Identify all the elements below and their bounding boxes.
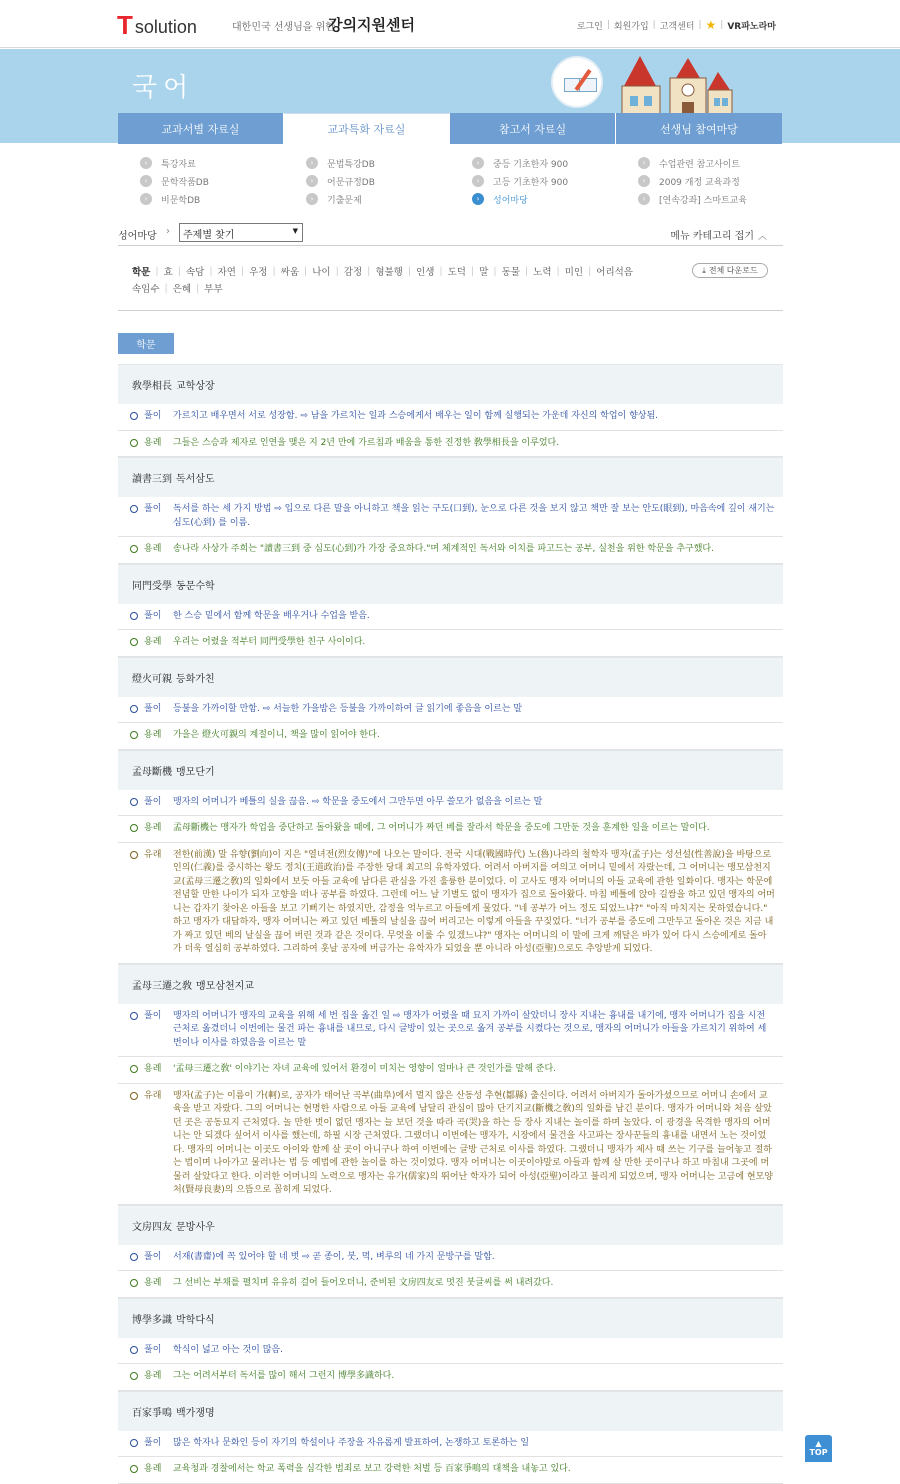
idiom-hanja: 博學多識 (132, 1314, 172, 1326)
arrow-icon: › (472, 193, 484, 205)
join-link[interactable]: 회원가입 (613, 21, 649, 32)
idiom-korean: 맹모단기 (176, 766, 215, 778)
main-tabs (118, 113, 783, 144)
bullet-icon (130, 1346, 138, 1354)
idiom-korean: 동문수학 (176, 580, 215, 592)
topic-item[interactable]: 은혜 (172, 284, 192, 295)
topic-item[interactable]: 동물 (501, 267, 520, 278)
arrow-icon: › (140, 193, 152, 205)
subject-title: 국어 (132, 73, 195, 103)
row-text: 가을은 燈火可親의 계절이니, 책을 많이 읽어야 한다. (173, 730, 380, 740)
submenu-item[interactable]: › 특강자료 (140, 154, 209, 172)
divider: | (606, 20, 610, 30)
idiom-use-row (118, 1271, 783, 1298)
idiom-korean: 박학다식 (176, 1314, 215, 1326)
row-text: 그는 어려서부터 독서를 많이 해서 그런지 博學多識하다. (173, 1371, 395, 1381)
topic-item[interactable]: 나이 (312, 267, 331, 278)
arrow-icon: › (638, 175, 650, 187)
row-label: 유래 (144, 1090, 162, 1101)
tsolution-logo[interactable] (117, 12, 197, 38)
row-text: 孟母斷機는 맹자가 학업을 중단하고 돌아왔을 때에, 그 어머니가 짜던 베를 잘라서 학문을 중도에 그만둔 것을 훈계한 일을 이르는 말이다. (173, 823, 710, 833)
idiom-orig-row (118, 1084, 783, 1205)
row-label: 풀이 (144, 411, 162, 421)
breadcrumb-home[interactable]: 성어마당 (118, 231, 157, 242)
topic-item[interactable]: 노력 (533, 267, 552, 278)
bullet-icon (130, 439, 138, 447)
divider: | (698, 20, 702, 30)
idiom-korean: 문방사우 (176, 1221, 215, 1233)
idiom-korean: 독서삼도 (176, 474, 215, 485)
bullet-icon (130, 851, 138, 859)
arrow-icon: › (306, 157, 318, 169)
row-text: 그들은 스승과 제자로 인연을 맺은 지 2년 만에 가르침과 배움을 통한 진정한 敎學相長을 이루었다. (173, 437, 560, 448)
tab-reference[interactable]: 참고서 자료실 (450, 113, 616, 144)
scroll-top-button[interactable]: ▲ TOP (805, 1435, 832, 1462)
idiom-def-row (118, 1431, 783, 1458)
bullet-icon (130, 1065, 138, 1073)
idiom-def-row (118, 790, 783, 817)
row-label: 용례 (144, 730, 162, 740)
row-text: 서재(書齋)에 꼭 있어야 할 네 벗 ⇨ 곧 종이, 붓, 먹, 벼루의 네 가지 문방구를 말함. (173, 1251, 495, 1262)
bullet-icon (130, 1279, 138, 1287)
idiom-heading (118, 750, 783, 790)
download-icon: ⤓ (702, 265, 706, 275)
bullet-icon (130, 1253, 138, 1261)
topic-item[interactable]: 학문 (132, 267, 151, 278)
row-label: 용례 (144, 544, 162, 554)
utility-links (577, 18, 776, 32)
row-label: 풀이 (144, 504, 162, 514)
bullet-icon (130, 798, 138, 806)
row-text: '孟母三遷之敎' 이야기는 자녀 교육에 있어서 환경이 미치는 영향이 얼마나 큰 것인가를 말해 준다. (173, 1064, 557, 1074)
idiom-hanja: 敎學相長 (132, 381, 172, 392)
topic-item[interactable]: 부부 (204, 284, 223, 295)
submenu-item[interactable]: › 중등 기초한자 900 (472, 154, 568, 172)
topic-item[interactable]: 도덕 (447, 267, 466, 278)
divider: | (524, 265, 529, 277)
row-label: 풀이 (144, 1344, 162, 1355)
arrow-icon: › (638, 193, 650, 205)
bullet-icon (130, 638, 138, 646)
divider: | (240, 265, 245, 277)
login-link[interactable]: 로그인 (576, 21, 603, 32)
tab-subject-special[interactable]: 교과특화 자료실 (284, 113, 450, 144)
row-text: 송나라 사상가 주희는 "讀書三到 중 심도(心到)가 가장 중요하다."며 체계적인 독서와 이치를 파고드는 공부, 실천을 위한 학문을 추구했다. (173, 544, 714, 554)
category-select[interactable] (179, 223, 303, 242)
arrow-icon: › (306, 193, 318, 205)
idiom-hanja: 燈火可親 (132, 673, 172, 685)
idiom-list (118, 364, 783, 1484)
tab-textbook[interactable]: 교과서별 자료실 (118, 113, 284, 144)
arrow-icon: › (638, 157, 650, 169)
site-tagline: 대한민국 선생님을 위한 (232, 22, 335, 33)
idiom-hanja: 孟母三遷之敎 (132, 980, 192, 992)
idiom-use-row (118, 431, 783, 458)
submenu-item[interactable]: › 비문학DB (140, 190, 209, 208)
chevron-up-icon: ︿ (757, 232, 767, 242)
arrow-up-icon: ▲ (815, 1439, 822, 1448)
row-text: 맹자(孟子)는 이름이 가(軻)로, 공자가 태어난 곡부(曲阜)에서 멀지 않은 산동성 추현(鄒縣) 출신이다. 어려서 아버지가 돌아가셨으므로 어머니 손에서 교육을 받고 자랐다. 그의 어머니는 현명한 사람으로 아들 교육에 남달리 관심이 많아 단기지교(斷機之敎)의 일화를 남긴 분이다. 맹자가 어머니와 처음 살았던 곳은 공동묘지 근처였다. 놀 만한 벗이 없던 맹자는 늘 보던 것을 따라 곡(哭)을 하는 등 장사 지내는 놀이를 하며 놀았다. 이 광경을 목격한 맹자의 어머니는 안 되겠다 싶어서 이사를 했는데, 하필 시장 근처였다. 그랬더니 이번에는 맹자가, 시장에서 물건을 사고파는 장사꾼들의 흉내를 내면서 노는 것이었다. 맹자의 어머니는 이곳도 아이와 함께 살 곳이 아니구나 하여 이번에는 글방 근처로 이사를 하였다. 그랬더니 맹자가 제사 때 쓰는 기구를 늘어놓고 절하는 법이며 나아가고 물러나는 법 등 예법에 관한 놀이를 하는 것이었다. 맹자 어머니는 이곳이야말로 아들과 함께 살 만한 곳이구나 하고 마침내 그곳에 머물러 살았다고 한다. 이러한 어머니의 노력으로 맹자는 유가(儒家)의 뛰어난 학자가 되어 아성(亞聖)이라고 불리게 되었으며, 맹자 어머니는 고금에 현모양처(賢母良妻)의 으뜸으로 꼽히게 되었다. (173, 1090, 773, 1195)
divider: | (588, 265, 592, 277)
divider: | (164, 282, 168, 294)
arrow-icon: › (472, 175, 484, 187)
row-label: 용례 (144, 1278, 162, 1288)
bullet-icon (130, 1092, 138, 1100)
idiom-hanja: 文房四友 (132, 1221, 172, 1233)
idiom-def-row (118, 1004, 783, 1058)
topic-filter (118, 247, 783, 311)
chevron-right-icon: › (166, 226, 170, 237)
submenu-col (306, 154, 375, 208)
idiom-def-row (118, 604, 783, 631)
submenu-col (472, 154, 568, 208)
bullet-icon (130, 824, 138, 832)
divider: | (652, 20, 656, 30)
arrow-icon: › (140, 175, 152, 187)
support-link[interactable]: 고객센터 (659, 21, 695, 32)
divider: | (155, 265, 159, 277)
divider: | (439, 265, 443, 277)
topic-item[interactable]: 어리석음 (596, 267, 633, 278)
divider: | (367, 265, 371, 277)
topic-item[interactable]: 형불행 (375, 267, 403, 278)
idiom-hanja: 百家爭鳴 (132, 1407, 172, 1419)
idiom-korean: 맹모삼천지교 (196, 980, 254, 992)
divider: | (556, 265, 560, 277)
row-text: 가르치고 배우면서 서로 성장함. ⇨ 남을 가르치는 일과 스승에게서 배우는 일이 함께 실행되는 가운데 자신의 학업이 향상됨. (173, 411, 659, 421)
idiom-use-row (118, 816, 783, 843)
divider: | (407, 265, 412, 277)
idiom-def-row (118, 1245, 783, 1272)
divider: | (209, 265, 213, 277)
top-header (0, 0, 900, 48)
row-label: 풀이 (144, 1251, 162, 1262)
row-text: 등불을 가까이할 만함. ⇨ 서늘한 가을밤은 등불을 가까이하여 글 읽기에 좋음을 이르는 말 (173, 703, 523, 714)
section-tag: 학문 (118, 333, 174, 354)
divider: | (493, 265, 497, 277)
bullet-icon (130, 612, 138, 620)
idiom-heading (118, 964, 783, 1004)
bullet-icon (130, 545, 138, 553)
download-all-button[interactable]: ⤓ 전체 다운로드 (692, 263, 768, 278)
bullet-icon (130, 1465, 138, 1473)
logo-t: T (117, 10, 133, 40)
school-building-icon (618, 54, 738, 120)
bullet-icon (130, 1372, 138, 1380)
topic-item[interactable]: 말 (479, 267, 489, 278)
idiom-heading (118, 457, 783, 497)
bullet-icon (130, 1012, 138, 1020)
divider: | (720, 20, 724, 30)
row-text: 그 선비는 부채를 펼치며 유유히 걸어 들어오더니, 준비된 文房四友로 멋진 붓글씨를 써 내려갔다. (173, 1278, 554, 1288)
row-label: 용례 (144, 1064, 162, 1074)
idiom-use-row (118, 1457, 783, 1484)
row-label: 용례 (144, 437, 162, 448)
topic-item[interactable]: 싸움 (280, 267, 299, 278)
idiom-hanja: 同門受學 (132, 580, 172, 592)
submenu-col (638, 154, 747, 208)
submenu-item[interactable]: › 기출문제 (306, 190, 375, 208)
divider: | (177, 265, 181, 277)
idiom-korean: 교학상장 (176, 381, 215, 392)
idiom-use-row (118, 1364, 783, 1391)
topic-row (132, 264, 633, 278)
arrow-icon: › (140, 157, 152, 169)
row-label: 풀이 (144, 703, 162, 714)
topic-row (132, 281, 223, 295)
row-text: 많은 학자나 문화인 등이 자기의 학설이나 주장을 자유롭게 발표하여, 논쟁하고 토론하는 일 (173, 1437, 530, 1448)
submenu-item[interactable]: › 문법특강DB (306, 154, 375, 172)
row-label: 용례 (144, 1371, 162, 1381)
row-text: 학식이 넓고 아는 것이 많음. (173, 1344, 283, 1355)
arrow-icon: › (472, 157, 484, 169)
topic-item[interactable]: 속임수 (132, 284, 160, 295)
topic-item[interactable]: 미인 (564, 267, 584, 278)
topic-item[interactable]: 효 (163, 267, 173, 278)
chevron-down-icon: ▼ (292, 227, 298, 235)
idiom-use-row (118, 630, 783, 657)
idiom-heading (118, 364, 783, 404)
divider: | (470, 265, 475, 277)
idiom-def-row (118, 404, 783, 431)
bullet-icon (130, 1439, 138, 1447)
topic-item[interactable]: 인생 (416, 267, 435, 278)
bullet-icon (130, 731, 138, 739)
bullet-icon (130, 505, 138, 513)
submenu (118, 150, 783, 212)
idiom-korean: 백가쟁명 (176, 1407, 215, 1419)
row-text: 한 스승 밑에서 함께 학문을 배우거나 수업을 받음. (173, 610, 370, 621)
row-label: 용례 (144, 637, 162, 647)
topic-item[interactable]: 속담 (185, 267, 205, 278)
idiom-use-row (118, 1057, 783, 1084)
row-text: 맹자의 어머니가 맹자의 교육을 위해 세 번 집을 옮긴 일 ⇨ 맹자가 어렸을 때 묘지 가까이 살았더니 장사 지내는 흉내를 내기에, 맹자 어머니가 집을 시전 근처로 옮겼더니 이번에는 물건 파는 흉내를 내므로, 다시 글방이 있는 곳으로 옮겨 공부를 시켰다는 것으로, 맹자의 어머니가 아들을 가르치기 위하여 세 번이나 이사를 하였음을 이르는 말 (173, 1010, 767, 1048)
idiom-heading (118, 564, 783, 604)
arrow-icon: › (306, 175, 318, 187)
logo-text: solution (134, 17, 197, 37)
vr-panorama-link[interactable]: VR파노라마 (727, 21, 776, 32)
idiom-hanja: 讀書三到 (132, 474, 172, 485)
tab-teacher[interactable]: 선생님 참여마당 (616, 113, 782, 144)
row-text: 맹자의 어머니가 베틀의 실을 끊음. ⇨ 학문을 중도에서 그만두면 아무 쓸모가 없음을 이르는 말 (173, 796, 543, 807)
idiom-korean: 등화가친 (176, 673, 215, 685)
idiom-use-row (118, 537, 783, 564)
submenu-item[interactable]: › 어문규정DB (306, 172, 375, 190)
divider: | (335, 265, 339, 277)
bullet-icon (130, 705, 138, 713)
row-text: 교육청과 경찰에서는 학교 폭력을 심각한 범죄로 보고 강력한 처벌 등 百家爭鳴의 대책을 내놓고 있다. (173, 1464, 571, 1474)
row-label: 풀이 (144, 610, 162, 621)
star-icon[interactable]: ★ (705, 18, 717, 32)
breadcrumb (118, 221, 783, 246)
menu-fold-button[interactable]: 메뉴 카테고리 접기 ︿ (670, 231, 767, 242)
submenu-col (140, 154, 209, 208)
row-label: 풀이 (144, 796, 162, 807)
idiom-use-row (118, 723, 783, 750)
row-text: 전한(前漢) 말 유향(劉向)이 지은 "열녀전(烈女傳)"에 나오는 말이다. 전국 시대(戰國時代) 노(魯)나라의 철학자 맹자(孟子)는 성선설(性善說)을 바탕으로 인의(仁義)를 중시하는 왕도 정치(王道政治)를 주장한 당대 최고의 유학자였다. 어려서 아버지를 여의고 어머니 밑에서 자랐는데, 그 어머니는 맹모삼천지교(孟母三遷之敎)의 일화에서 보듯 아들 교육에 남다른 관심을 가진 훌륭한 분이었다. 이 고사도 맹자 어머니의 아들 교육에 관한 일화이다. 맹자는 학문에 전념할 만한 나이가 되자 고향을 떠나 공부를 하였다. 그런데 어느 날 기별도 없이 맹자가 집으로 돌아왔다. 마침 베틀에 앉아 길쌈을 하고 있던 맹자의 어머니는 갑자기 찾아온 아들을 보고 기뻐기는 하였지만, 감정을 억누르고 아들에게 물었다. "네 공부가 어느 정도 되었느냐?" "아직 마치지는 못하였습니다." 하고 맹자가 대답하자, 맹자 어머니는 짜고 있던 베틀의 날실을 끊어 버리고는 이렇게 아들을 꾸짖었다. "너가 공부를 중도에 그만두고 돌아온 것은 지금 내가 짜고 있던 베의 날실을 끊어 버린 것과 같은 것이다. 무엇을 이룰 수 있겠느냐?" 맹자는 어머니의 이 말에 크게 깨달은 바가 있어 다시 스승에게로 돌아가 더욱 열심히 공부하였다. 그리하여 훗날 공자에 버금가는 유학자가 되었을 뿐 아니라 아성(亞聖)으로도 추앙받게 되었다. (173, 849, 775, 954)
submenu-item[interactable]: › 수업관련 참고사이트 (638, 154, 747, 172)
submenu-item-active[interactable]: › 성어마당 (472, 190, 568, 208)
topic-item[interactable]: 우정 (249, 267, 268, 278)
submenu-item[interactable]: › 고등 기초한자 900 (472, 172, 568, 190)
bullet-icon (130, 412, 138, 420)
idiom-heading (118, 1298, 783, 1338)
row-label: 유래 (144, 849, 162, 860)
divider: | (304, 265, 308, 277)
row-text: 우리는 어렸을 적부터 同門受學한 친구 사이이다. (173, 637, 366, 647)
idiom-hanja: 孟母斷機 (132, 766, 172, 778)
submenu-item[interactable]: › 문학작품DB (140, 172, 209, 190)
idiom-heading (118, 1205, 783, 1245)
submenu-item[interactable]: › 2009 개정 교육과정 (638, 172, 747, 190)
row-text: 독서를 하는 세 가지 방법 ⇨ 입으로 다른 말을 아니하고 책을 읽는 구도(口到), 눈으로 다른 것을 보지 않고 책만 잘 보는 안도(眼到), 마음속에 깊이 새기는 심도(心到) 를 이름. (173, 504, 775, 528)
book-icon (551, 56, 603, 108)
idiom-orig-row (118, 843, 783, 964)
category-select-value: 주제별 찾기 (183, 230, 235, 241)
submenu-item[interactable]: › [연속강좌] 스마트교육 (638, 190, 747, 208)
idiom-heading (118, 1391, 783, 1431)
topic-item[interactable]: 감정 (343, 267, 363, 278)
row-label: 풀이 (144, 1010, 162, 1021)
topic-item[interactable]: 자연 (217, 267, 236, 278)
idiom-def-row (118, 1338, 783, 1365)
divider: | (272, 265, 276, 277)
idiom-heading (118, 657, 783, 697)
site-center-name: 강의지원센터 (328, 16, 415, 34)
divider: | (196, 282, 200, 294)
idiom-def-row (118, 697, 783, 724)
row-label: 풀이 (144, 1437, 162, 1448)
row-label: 용례 (144, 823, 162, 833)
row-label: 용례 (144, 1464, 162, 1474)
idiom-def-row (118, 497, 783, 537)
